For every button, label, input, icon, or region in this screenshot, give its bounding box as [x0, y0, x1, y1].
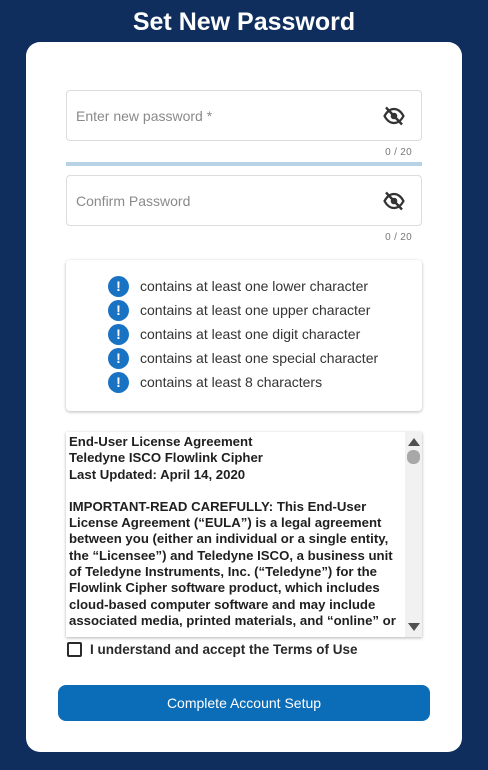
eula-heading: End-User License Agreement	[69, 434, 253, 449]
eye-off-icon[interactable]	[383, 106, 405, 126]
rule-text: contains at least one digit character	[140, 326, 361, 342]
confirm-password-counter: 0 / 20	[385, 232, 412, 243]
rule-text: contains at least one upper character	[140, 302, 371, 318]
eula-updated: Last Updated: April 14, 2020	[69, 466, 246, 482]
new-password-field[interactable]	[66, 90, 422, 141]
new-password-input[interactable]	[76, 105, 366, 127]
eula-line: Flowlink Cipher software product, which includes	[69, 580, 380, 596]
terms-checkbox-row[interactable]	[67, 640, 358, 658]
rule-item	[108, 299, 370, 321]
eula-line: of Teledyne Instruments, Inc. (“Teledyne”) for the	[69, 564, 377, 580]
new-password-counter: 0 / 20	[385, 147, 412, 158]
eye-off-icon[interactable]	[383, 191, 405, 211]
eula-line: cloud-based computer software and may include	[69, 596, 376, 612]
rule-item	[108, 275, 368, 297]
setup-card	[26, 42, 462, 752]
exclamation-circle-icon: !	[108, 300, 129, 321]
eula-textbox[interactable]	[66, 432, 422, 637]
complete-account-setup-button[interactable]: Complete Account Setup	[58, 685, 430, 721]
eula-line: License Agreement (“EULA”) is a legal agreement	[69, 515, 382, 531]
exclamation-circle-icon: !	[108, 348, 129, 369]
rule-text: contains at least one lower character	[140, 278, 369, 294]
confirm-password-input[interactable]	[76, 190, 366, 212]
terms-label[interactable]: I understand and accept the Terms of Use	[90, 641, 358, 657]
password-rules-panel	[66, 260, 422, 411]
exclamation-circle-icon: !	[108, 276, 129, 297]
terms-checkbox[interactable]	[67, 642, 82, 657]
exclamation-circle-icon: !	[108, 324, 129, 345]
eula-scrollbar[interactable]	[405, 432, 422, 637]
scroll-up-arrow-icon[interactable]	[408, 438, 420, 446]
eula-line: the “Licensee”) and Teledyne ISCO, a business unit	[69, 547, 393, 563]
eula-line: between you (either an individual or a single entity,	[69, 531, 389, 547]
eula-line: associated media, printed materials, and “online” or	[69, 612, 396, 628]
page-title: Set New Password	[132, 8, 356, 36]
rule-item	[108, 323, 360, 345]
rule-text: contains at least 8 characters	[140, 374, 323, 390]
scroll-thumb[interactable]	[407, 450, 420, 464]
scroll-down-arrow-icon[interactable]	[408, 623, 420, 631]
eula-line: IMPORTANT-READ CAREFULLY: This End-User	[69, 498, 367, 514]
rule-item	[108, 371, 322, 393]
password-strength-bar	[66, 162, 422, 166]
eula-product: Teledyne ISCO Flowlink Cipher	[69, 450, 263, 466]
eula-content	[69, 434, 404, 629]
confirm-password-field[interactable]	[66, 175, 422, 226]
exclamation-circle-icon: !	[108, 372, 129, 393]
rule-item	[108, 347, 378, 369]
rule-text: contains at least one special character	[140, 350, 379, 366]
